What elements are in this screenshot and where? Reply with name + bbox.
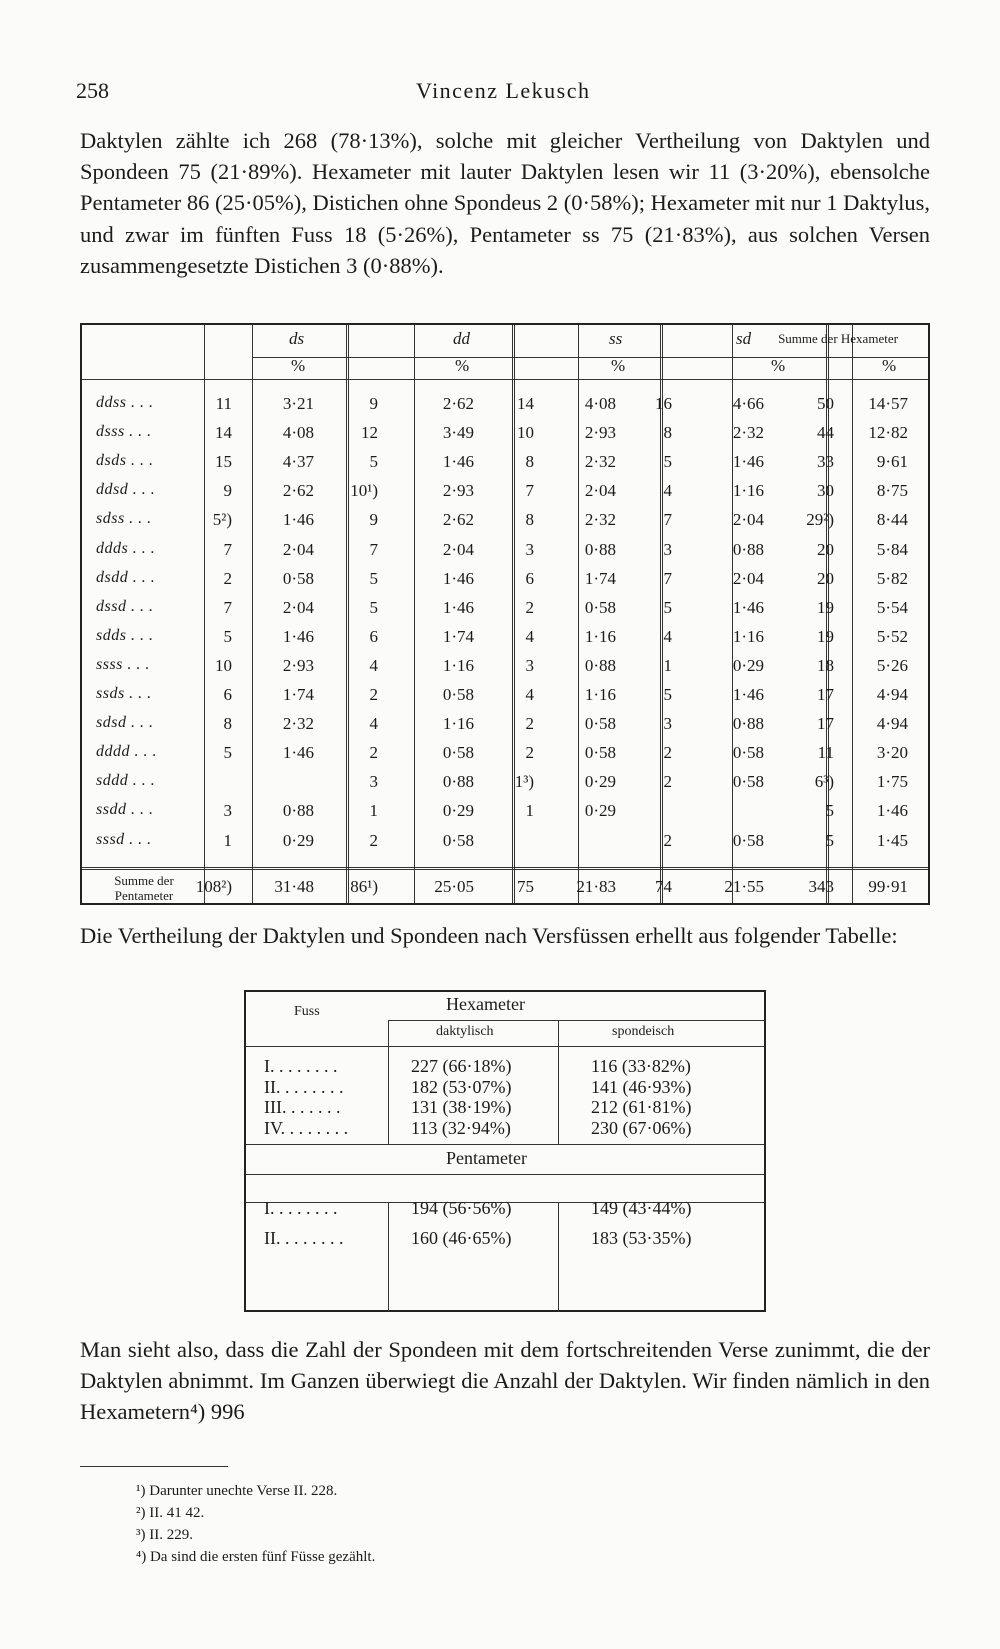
table-cell: 0·58 [732,743,764,763]
row-label: sdsd . . . [96,714,154,732]
fuss-header: Fuss [294,1004,320,1019]
table-cell: 3·20 [876,743,908,763]
table-cell: 2 [525,743,534,763]
paragraph-3: Man sieht also, dass die Zahl der Spondeen mit dem fortschreitenden Verse zunimmt, die der Daktylen abnimmt. Im Ganzen überwiegt die Anzahl der Daktylen. Wir finden nämlich in den Hexametern⁴) 996 [80,1337,930,1425]
table-cell: 44 [817,423,834,443]
table2-vline [558,1020,559,1144]
table-cell: 5·82 [876,568,908,588]
table-cell: 4·66 [732,394,764,413]
footnote-2: ²) II. 41 42. [136,1505,205,1521]
table-cell: 1 [663,655,672,675]
daktylisch-value: 131 (38·19%) [411,1097,512,1117]
daktylisch-value: 160 (46·65%) [411,1228,512,1248]
sum-cell: 21·83 [576,877,616,896]
table-cell: 4·08 [282,423,314,443]
table-cell: 11 [817,743,834,763]
table-cell: 1·16 [442,714,474,734]
table-cell: 2 [663,743,672,763]
table-cell: 8 [663,423,672,443]
row-label: ddsd . . . [96,481,156,499]
paragraph-2: Die Vertheilung der Daktylen und Spondeen nach Versfüssen erhellt aus folgender Tabelle: [80,923,898,948]
table-cell: 7 [663,510,672,530]
table-cell: 0·29 [282,830,314,850]
table-cell: 0·29 [584,801,616,821]
table-cell: 7 [369,539,378,559]
daktylisch-value: 227 (66·18%) [411,1056,512,1076]
table-cell: 0·88 [442,772,474,792]
table-cell: 2 [369,830,378,850]
table-cell: 4 [525,626,534,646]
table-cell: 4·37 [282,452,314,472]
table-vline [414,325,415,903]
table-cell: 20 [817,539,834,559]
table-cell: 5 [223,743,232,763]
table-cell: 8·44 [876,510,908,530]
table-cell: 1·46 [442,597,474,617]
table-cell: 3 [223,801,232,821]
daktylisch-header: daktylisch [436,1024,494,1039]
table-cell: 5 [369,597,378,617]
table2-hline [246,1144,764,1145]
table-cell: 5 [369,568,378,588]
row-label: dsds . . . [96,452,154,470]
column-header: ss [609,329,623,348]
row-label: dsdd . . . [96,568,156,586]
table-cell: 10¹) [350,481,378,501]
table-cell: 3 [369,772,378,792]
table-cell: 8 [525,510,534,530]
table-cell: 0·88 [282,801,314,821]
table-cell: 2·62 [442,394,474,413]
table-cell: 1·16 [442,655,474,675]
table-cell: 14 [215,423,232,443]
table-cell: 8 [525,452,534,472]
table-cell: 18 [817,655,834,675]
table-cell: 3 [663,539,672,559]
paragraph-1: Daktylen zählte ich 268 (78·13%), solche mit gleicher Vertheilung von Daktylen und Spondeen 75 (21·89%). Hexameter mit lauter Daktylen lesen wir 11 (3·20%), ebensolche Pentameter 86 (25·05%), Distichen ohne Spondeus 2 (0·58%); Hexameter mit nur 1 Daktylus, und zwar im fünften Fuss 18 (5·26%), Pentameter ss 75 (21·83%), aus solchen Versen zusammengesetzte Distichen 3 (0·88%). [80,128,930,278]
table-cell: 2·04 [282,539,314,559]
table-vline [578,325,579,903]
table-cell: 2 [223,568,232,588]
footnote-rule [80,1466,228,1467]
sum-cell: 86¹) [350,877,378,896]
table-cell: 1·74 [282,685,314,704]
spondeisch-value: 212 (61·81%) [591,1097,692,1117]
column-header-summe: Summe der Hexameter [778,331,898,346]
percent-header: % [771,356,786,375]
table-cell: 4 [663,626,672,646]
fuss-label: III. . . . . . . [264,1097,341,1117]
column-header: dd [453,329,470,348]
table-cell: 10 [215,655,232,675]
table-cell: 9·61 [876,452,908,472]
row-label: sdss . . . [96,510,152,528]
table-cell: 1·46 [732,597,764,617]
table-cell: 20 [817,568,834,588]
row-label: dddd . . . [96,743,157,761]
table-cell: 0·58 [442,685,474,704]
table2-vline [558,1202,559,1312]
table-vline [252,325,253,903]
table-cell: 19 [817,597,834,617]
row-label: ssds . . . [96,685,152,702]
table-cell: 29²) [806,510,834,530]
table-cell: 3 [525,539,534,559]
daktylisch-value: 182 (53·07%) [411,1076,512,1097]
row-label: sddd . . . [96,772,156,790]
table-cell: 7 [525,481,534,501]
table-cell: 1·16 [584,685,616,704]
table-cell: 6 [223,685,232,704]
row-label: ssdd . . . [96,801,154,819]
spondeisch-value: 116 (33·82%) [591,1056,691,1076]
table-cell: 1·16 [584,626,616,646]
table-cell: 5²) [212,510,232,530]
row-label: sssd . . . [96,830,152,848]
row-label: ddss . . . [96,394,154,411]
table-cell: 2 [369,685,378,704]
table-cell: 1 [525,801,534,821]
table-cell: 2 [663,830,672,850]
column-header: ds [289,329,305,348]
table-cell: 0·58 [442,830,474,850]
footnote-4: ⁴) Da sind die ersten fünf Füsse gezählt. [136,1549,376,1565]
table-cell: 1·45 [876,830,908,850]
daktylisch-value: 194 (56·56%) [411,1198,512,1218]
fuss-label: I. . . . . . . . [264,1198,338,1218]
table-cell: 2·32 [282,714,314,734]
table-cell: 17 [817,685,834,704]
table-cell: 6³) [814,772,834,792]
table-cell: 0·88 [732,714,764,734]
table-cell: 1³) [514,772,534,792]
table-cell: 0·88 [584,655,616,675]
percent-header: % [611,356,626,375]
sum-cell: 99·91 [868,877,908,896]
column-header: sd [736,329,752,348]
table-cell: 0·29 [732,655,764,675]
table-cell: 16 [655,394,672,413]
pentameter-title: Pentameter [446,1148,527,1168]
row-label: ssss . . . [96,655,150,673]
table-cell: 5·54 [876,597,908,617]
table-cell: 4·94 [876,714,908,734]
table-cell: 1·46 [442,568,474,588]
table-cell: 9 [369,394,378,413]
table-cell: 19 [817,626,834,646]
table-cell: 2·93 [584,423,616,443]
table-cell: 8 [223,714,232,734]
hexameter-title: Hexameter [446,994,525,1014]
table-cell: 4 [369,714,378,734]
table-cell: 7 [223,597,232,617]
table-vline [512,325,515,903]
table-cell: 3 [525,655,534,675]
table2-hline [388,1020,764,1021]
table-cell: 2·93 [442,481,474,501]
table-hline [252,357,928,358]
sum-cell: 31·48 [274,877,314,896]
table-cell: 9 [223,481,232,501]
footnote-3: ³) II. 229. [136,1527,193,1543]
table-cell: 5 [663,685,672,704]
table-cell: 7 [663,568,672,588]
table-cell: 1·74 [584,568,616,588]
row-label: sdds . . . [96,626,154,644]
table-cell: 0·58 [282,568,314,588]
table-cell: 1·46 [282,510,314,530]
table-cell: 1·46 [442,452,474,472]
table-cell: 0·58 [732,830,764,850]
table-cell: 5 [369,452,378,472]
table-cell: 0·58 [732,772,764,792]
table-cell: 2 [525,714,534,734]
table-cell: 5·84 [876,539,908,559]
table-cell: 2·93 [282,655,314,675]
daktylisch-value: 113 (32·94%) [411,1117,511,1138]
sum-cell: 74 [655,877,672,896]
table-cell: 5 [825,830,834,850]
fuss-label: IV. . . . . . . . [264,1117,349,1138]
table-cell: 2 [369,743,378,763]
table-cell: 0·88 [732,539,764,559]
table-cell: 2 [663,772,672,792]
page-number: 258 [76,78,109,103]
table-cell: 50 [817,394,834,413]
table-cell: 4 [525,685,534,704]
table-cell: 0·58 [442,743,474,763]
row-label: dssd . . . [96,597,154,615]
table-cell: 1·46 [282,626,314,646]
table-cell: 2·04 [732,568,764,588]
footnote-1: ¹) Darunter unechte Verse II. 228. [136,1483,338,1499]
table-cell: 8·75 [876,481,908,501]
table-cell: 2·62 [282,481,314,501]
table-cell: 5 [663,452,672,472]
sum-cell: 108²) [195,877,232,896]
running-header-author: Vincenz Lekusch [416,78,591,103]
table-vline [204,325,205,903]
table-hline [82,379,928,380]
feet-distribution-table [244,990,766,1312]
sum-cell: 343 [808,877,834,896]
table-cell: 2·32 [732,423,764,443]
verse-pattern-table [80,323,930,905]
percent-header: % [882,356,897,375]
table-cell: 1·46 [876,801,908,821]
table-cell: 1 [369,801,378,821]
spondeisch-value: 183 (53·35%) [591,1228,692,1248]
table-vline [852,325,853,903]
table-vline [346,325,349,903]
table-cell: 0·88 [584,539,616,559]
table-cell: 0·58 [584,597,616,617]
table-cell: 5·26 [876,655,908,675]
footnotes [136,1480,375,1568]
table-cell: 0·58 [584,714,616,734]
table-cell: 33 [817,452,834,472]
table2-vline [388,1202,389,1312]
spondeisch-value: 141 (46·93%) [591,1076,692,1097]
table-cell: 11 [215,394,232,413]
table-cell: 2·04 [442,539,474,559]
fuss-label: I. . . . . . . . [264,1056,338,1076]
sum-cell: 75 [517,877,534,896]
table-cell: 2·04 [282,597,314,617]
table-cell: 2 [525,597,534,617]
table-cell: 4 [663,481,672,501]
row-label: dsss . . . [96,423,152,441]
percent-header: % [455,356,470,375]
table-cell: 1·46 [282,743,314,763]
table-cell: 0·58 [584,743,616,763]
table-cell: 3·49 [442,423,474,443]
table-cell: 5 [825,801,834,821]
table-cell: 14 [517,394,534,413]
table-cell: 0·29 [584,772,616,792]
table-cell: 3·21 [282,394,314,413]
spondeisch-header: spondeisch [612,1024,675,1039]
table-cell: 7 [223,539,232,559]
table-cell: 1 [223,830,232,850]
table-cell: 5 [223,626,232,646]
table-cell: 6 [525,568,534,588]
table-cell: 17 [817,714,834,734]
table-cell: 12 [361,423,378,443]
sum-cell: 21·55 [724,877,764,896]
table-cell: 1·16 [732,481,764,501]
table-cell: 1·75 [876,772,908,792]
spondeisch-value: 149 (43·44%) [591,1198,692,1218]
table2-hline [246,1174,764,1175]
table-cell: 6 [369,626,378,646]
table-cell: 5 [663,597,672,617]
table-cell: 15 [215,452,232,472]
table-cell: 1·46 [732,452,764,472]
table-cell: 0·29 [442,801,474,821]
table2-vline [388,1020,389,1144]
fuss-label: II. . . . . . . . [264,1228,344,1248]
table-cell: 4·08 [584,394,616,413]
table-cell: 12·82 [868,423,908,443]
table-cell: 14·57 [868,394,908,413]
table-cell: 2·32 [584,510,616,530]
table2-hline [246,1046,764,1047]
table-cell: 4 [369,655,378,675]
table-cell: 1·16 [732,626,764,646]
table-cell: 9 [369,510,378,530]
table-cell: 10 [517,423,534,443]
table-hline [82,867,928,870]
table-cell: 2·32 [584,452,616,472]
table-cell: 2·04 [732,510,764,530]
running-header [76,78,934,112]
table-cell: 1·46 [732,685,764,704]
table-cell: 4·94 [876,685,908,704]
percent-header: % [291,356,306,375]
table-cell: 3 [663,714,672,734]
table-cell: 30 [817,481,834,501]
table-cell: 5·52 [876,626,908,646]
table-cell: 1·74 [442,626,474,646]
spondeisch-value: 230 (67·06%) [591,1117,692,1138]
fuss-label: II. . . . . . . . [264,1076,344,1097]
row-label: ddds . . . [96,539,156,557]
sum-cell: 25·05 [434,877,474,896]
table-cell: 2·04 [584,481,616,501]
table-cell: 2·62 [442,510,474,530]
sum-row-label: Summe der Pentameter [114,873,174,903]
